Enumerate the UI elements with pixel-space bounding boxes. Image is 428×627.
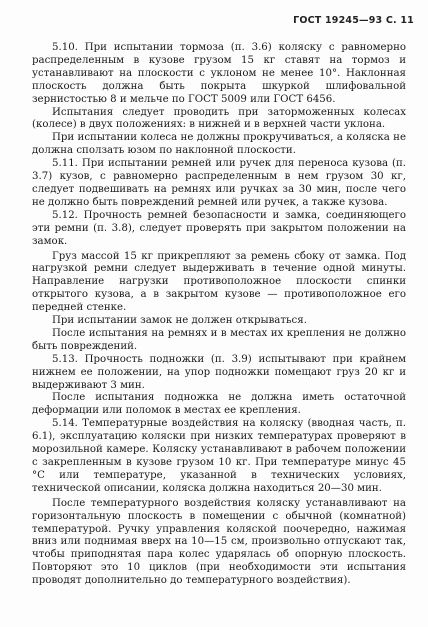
paragraph-5-10-conditions: Испытания следует проводить при заторможенных колесах (колесе) в двух положениях: в нижней и в верхней части уклона. bbox=[32, 106, 406, 131]
paragraph-5-11: 5.11. При испытании ремней или ручек для переноса кузова (п. 3.7) кузов, с равномерно распределенным в нем грузом 30 кг, следует подвешивать на ремнях или ручках за 30 мин, после чего не должно быть повреждений ремней или ручек, а также кузова. bbox=[32, 158, 406, 208]
paragraph-5-13: 5.13. Прочность подножки (п. 3.9) испытывают при крайнем нижнем ее положении, на упор подножки помещают груз 20 кг и выдерживают 3 мин. bbox=[32, 353, 406, 391]
paragraph-5-14-cycles: После температурного воздействия коляску устанавливают на горизонтальную плоскость в помещении с обычной (комнатной) температурой. Ручку управления коляской поочередно, нажимая вниз или поднимая вверх на 10—15 см, произвольно отпускают так, чтобы приподнятая пара колес ударялась об опорную плоскость. Повторяют это 10 циклов (при необходимости эти испытания проводят дополнительно до температурного воздействия). bbox=[32, 497, 406, 587]
page-header: ГОСТ 19245—93 С. 11 bbox=[293, 15, 414, 26]
paragraph-5-12-load: Груз массой 15 кг прикрепляют за ремень сбоку от замка. Под нагрузкой ремни следует выдерживать в течение одной минуты. Направление нагрузки противоположное плоскости спинки открытого кузова, а в закрытом кузове — противоположное его передней стенке. bbox=[32, 250, 406, 314]
paragraph-5-13-result: После испытания подножка не должна иметь остаточной деформации или поломок в местах ее крепления. bbox=[32, 392, 406, 417]
paragraph-5-14: 5.14. Температурные воздействия на коляску (вводная часть, п. 6.1), эксплуатацию коляски при низких температурах проверяют в морозильной камере. Коляску устанавливают в рабочем положении с закрепленным в кузове грузом 10 кг. При температуре минус 45 °С или температуре, указанной в технических условиях, технической описании, коляска должна находиться 20—30 мин. bbox=[32, 418, 406, 494]
paragraph-5-10-result: При испытании колеса не должны прокручиваться, а коляска не должна сползать юзом по наклонной плоскости. bbox=[32, 132, 406, 157]
paragraph-5-10: 5.10. При испытании тормоза (п. 3.6) коляску с равномерно распределенным в кузове грузом 15 кг ставят на тормоз и устанавливают на плоскости с уклоном не менее 10°. Наклонная плоскость должна быть покрыта шкуркой шлифовальной зернистостью 8 и мельче по ГОСТ 5009 или ГОСТ 6456. bbox=[32, 42, 406, 105]
paragraph-5-12-lock: При испытании замок не должен открываться. bbox=[52, 315, 307, 327]
paragraph-5-12-result: После испытания на ремнях и в местах их крепления не должно быть повреждений. bbox=[32, 327, 406, 352]
paragraph-5-12: 5.12. Прочность ремней безопасности и замка, соединяющего эти ремни (п. 3.8), следует проверять при закрытом положении на замок. bbox=[32, 209, 406, 247]
document-body bbox=[32, 42, 406, 588]
